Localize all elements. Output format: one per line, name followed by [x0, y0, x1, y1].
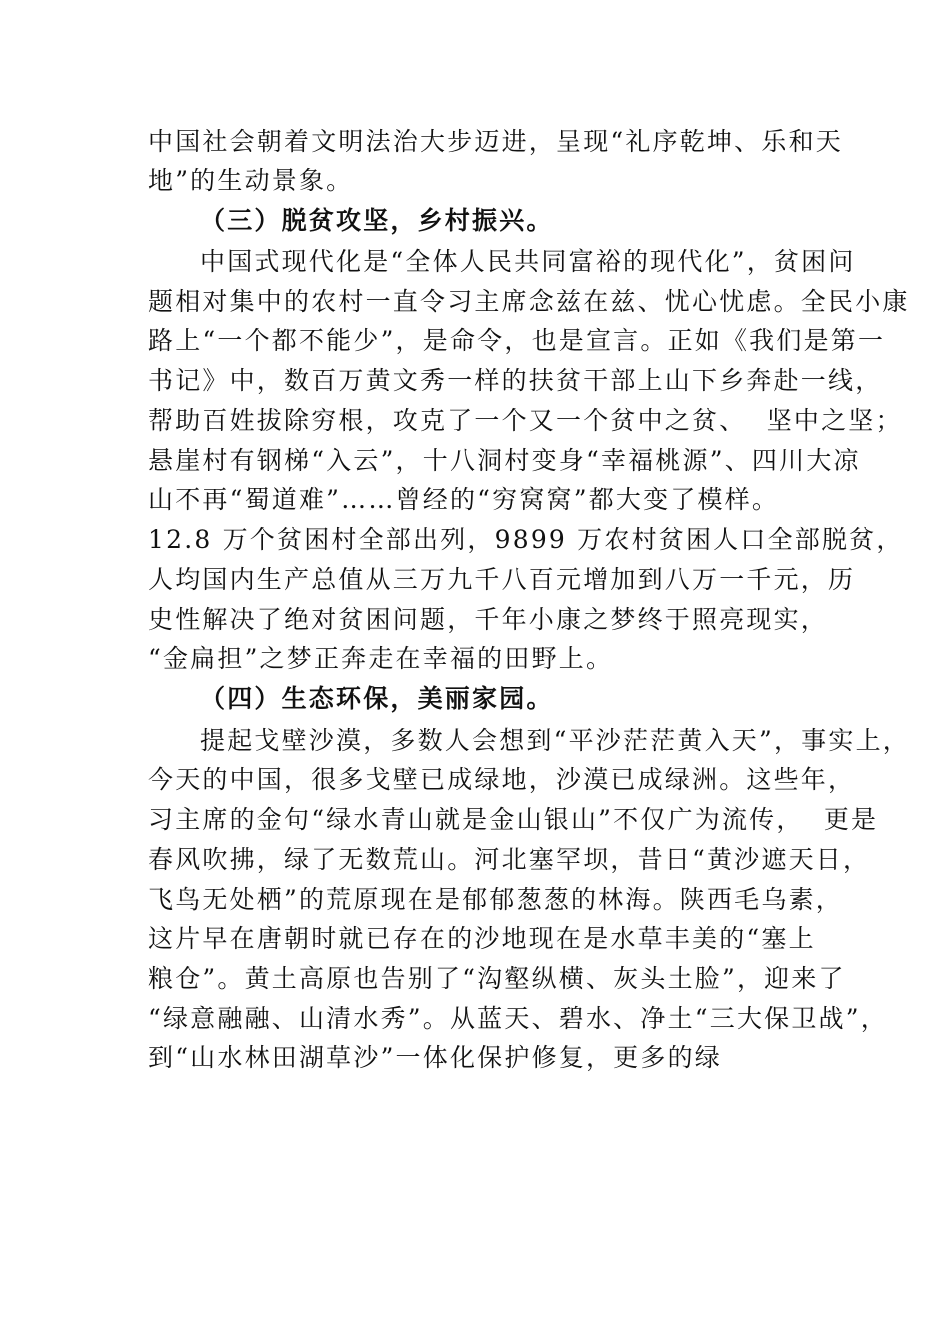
paragraph-line: 帮助百姓拔除穷根，攻克了一个又一个贫中之贫、 坚中之坚；: [148, 406, 903, 435]
paragraph-line: 中国式现代化是“全体人民共同富裕的现代化”，贫困问: [200, 247, 856, 276]
paragraph-line: “金扁担”之梦正奔走在幸福的田野上。: [148, 644, 614, 673]
paragraph-line: 中国社会朝着文明法治大步迈进，呈现“礼序乾坤、乐和天: [148, 127, 843, 156]
paragraph-line: 人均国内生产总值从三万九千八百元增加到八万一千元，历: [148, 565, 856, 594]
paragraph-line: 山不再“蜀道难”……曾经的“穷窝窝”都大变了模样。: [148, 485, 780, 514]
section-heading-3: （三）脱贫攻坚，乡村振兴。: [200, 206, 554, 235]
paragraph-line: 书记》中，数百万黄文秀一样的扶贫干部上山下乡奔赴一线，: [148, 366, 883, 395]
paragraph-line: 这片早在唐朝时就已存在的沙地现在是水草丰美的“塞上: [148, 924, 816, 953]
section-heading-4: （四）生态环保，美丽家园。: [200, 684, 554, 713]
paragraph-line: 地”的生动景象。: [148, 166, 354, 195]
paragraph-line: 提起戈壁沙漠，多数人会想到“平沙茫茫黄入天”，事实上，: [200, 726, 910, 755]
paragraph-line: 飞鸟无处栖”的荒原现在是郁郁葱葱的林海。陕西毛乌素，: [148, 885, 843, 914]
paragraph-line: “绿意融融、山清水秀”。从蓝天、碧水、净土“三大保卫战”，: [148, 1004, 888, 1033]
paragraph-line: 习主席的金句“绿水青山就是金山银山”不仅广为流传， 更是: [148, 805, 879, 834]
paragraph-line: 春风吹拂，绿了无数荒山。河北塞罕坝，昔日“黄沙遮天日，: [148, 845, 871, 874]
paragraph-line: 今天的中国，很多戈壁已成绿地，沙漠已成绿洲。这些年，: [148, 765, 856, 794]
paragraph-line: 到“山水林田湖草沙”一体化保护修复，更多的绿: [148, 1043, 722, 1072]
paragraph-line: 12.8 万个贫困村全部出列，9899 万农村贫困人口全部脱贫，: [148, 525, 904, 554]
paragraph-line: 题相对集中的农村一直令习主席念兹在兹、忧心忧虑。全民小康: [148, 287, 910, 316]
paragraph-line: 粮仓”。黄土高原也告别了“沟壑纵横、灰头土脸”，迎来了: [148, 964, 846, 993]
paragraph-line: 悬崖村有钢梯“入云”，十八洞村变身“幸福桃源”、四川大凉: [148, 446, 861, 475]
paragraph-line: 路上“一个都不能少”，是命令，也是宣言。正如《我们是第一: [148, 326, 886, 355]
paragraph-line: 史性解决了绝对贫困问题，千年小康之梦终于照亮现实，: [148, 605, 829, 634]
